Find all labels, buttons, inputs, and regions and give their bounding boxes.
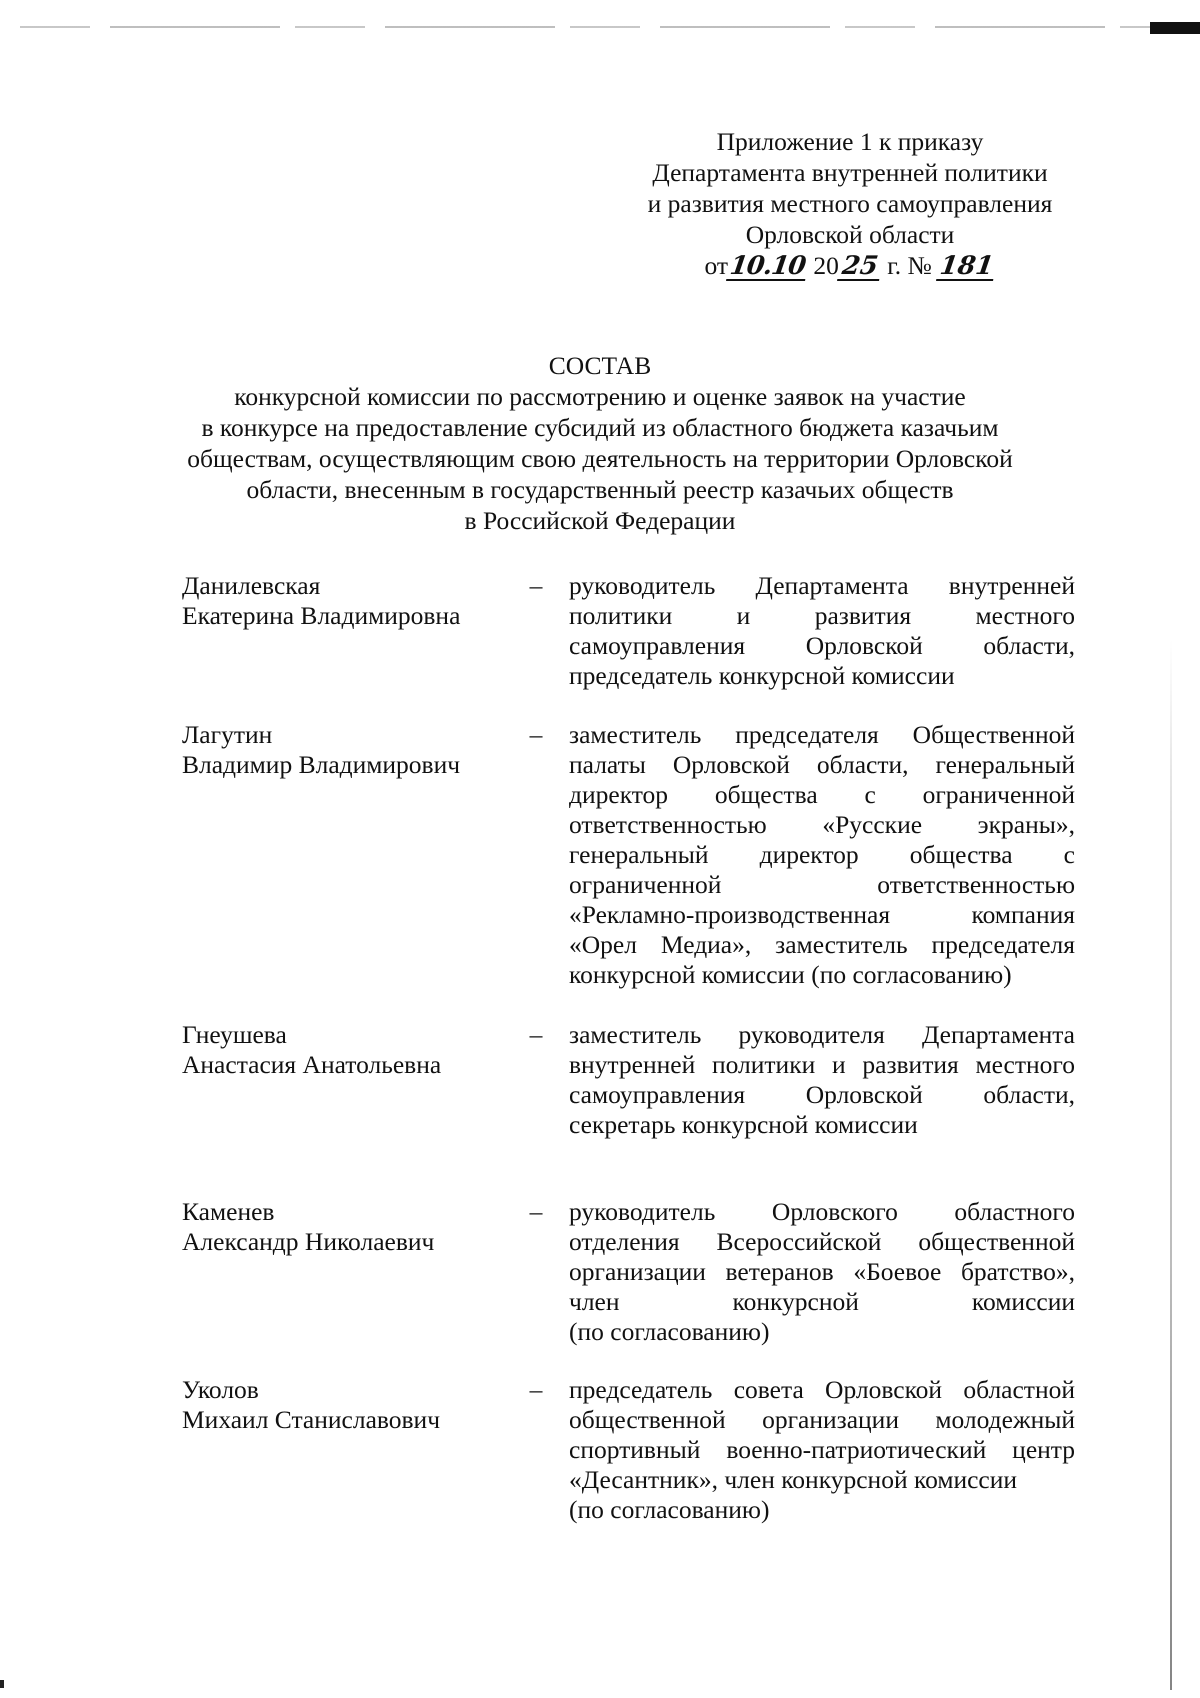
role-line: председатель совета Орловской областной [569, 1375, 1075, 1404]
separator-dash: – [529, 1020, 543, 1049]
title-line: области, внесенным в государственный реестр казачьих обществ [246, 475, 954, 504]
member-role [569, 1375, 1075, 1525]
role-line: председатель конкурсной комиссии [569, 661, 955, 690]
role-line: конкурсной комиссии (по согласованию) [569, 960, 1012, 989]
member-given-names: Екатерина Владимировна [182, 601, 461, 630]
title-line: в конкурсе на предоставление субсидий из областного бюджета казачьим [201, 413, 999, 442]
member-role [569, 1020, 1075, 1140]
member-name [182, 1197, 512, 1257]
date-prefix: от [704, 251, 729, 280]
member-role [569, 1197, 1075, 1347]
role-line: (по согласованию) [569, 1317, 770, 1346]
member-name [182, 720, 512, 780]
appendix-line: и развития местного самоуправления [647, 189, 1053, 218]
member-given-names: Михаил Станиславович [182, 1405, 441, 1434]
role-line: руководитель Орловского областного [569, 1197, 1075, 1226]
member-given-names: Анастасия Анатольевна [182, 1050, 442, 1079]
scan-artifact-top-line [20, 26, 1200, 28]
scan-artifact-corner [1150, 22, 1200, 34]
appendix-header [620, 126, 1080, 281]
role-line: ограниченной ответственностью [569, 870, 1075, 899]
role-line: руководитель Департамента внутренней [569, 571, 1075, 600]
member-surname: Данилевская [182, 571, 321, 600]
role-line: организации ветеранов «Боевое братство», [569, 1257, 1075, 1286]
year-suffix: г. № [887, 251, 932, 280]
member-given-names: Владимир Владимирович [182, 750, 461, 779]
handwritten-date: 10.10 [728, 251, 808, 281]
appendix-line: Департамента внутренней политики [652, 158, 1048, 187]
role-line: самоуправления Орловской области, [569, 1080, 1075, 1109]
role-line: (по согласованию) [569, 1495, 770, 1524]
role-line: ответственностью «Русские экраны», [569, 810, 1075, 839]
role-line: политики и развития местного [569, 601, 1075, 630]
order-date-number-line [620, 250, 1080, 281]
role-line: заместитель руководителя Департамента [569, 1020, 1075, 1049]
handwritten-order-number: 181 [938, 251, 996, 281]
role-line: генеральный директор общества с [569, 840, 1075, 869]
role-line: директор общества с ограниченной [569, 780, 1075, 809]
role-line: заместитель председателя Общественной [569, 720, 1075, 749]
title-line: обществам, осуществляющим свою деятельность на территории Орловской [187, 444, 1013, 473]
member-surname: Лагутин [182, 720, 273, 749]
title-heading: СОСТАВ [548, 351, 652, 380]
role-line: «Рекламно-производственная компания [569, 900, 1075, 929]
separator-dash: – [529, 1197, 543, 1226]
member-surname: Гнеушева [182, 1020, 287, 1049]
document-title [120, 350, 1080, 536]
member-role [569, 571, 1075, 691]
role-line: «Десантник», член конкурсной комиссии [569, 1465, 1018, 1494]
member-name [182, 1020, 512, 1080]
role-line: общественной организации молодежный [569, 1405, 1075, 1434]
role-line: «Орел Медиа», заместитель председателя [569, 930, 1075, 959]
appendix-line: Орловской области [745, 220, 955, 249]
title-line: конкурсной комиссии по рассмотрению и оценке заявок на участие [234, 382, 966, 411]
member-surname: Уколов [182, 1375, 259, 1404]
scan-artifact-right-edge [1170, 640, 1172, 1690]
handwritten-year: 25 [837, 253, 883, 281]
member-surname: Каменев [182, 1197, 275, 1226]
member-name [182, 1375, 512, 1435]
scan-artifact-dot [0, 1680, 4, 1688]
separator-dash: – [529, 720, 543, 749]
role-line: палаты Орловской области, генеральный [569, 750, 1075, 779]
title-line: в Российской Федерации [464, 506, 736, 535]
role-line: самоуправления Орловской области, [569, 631, 1075, 660]
member-given-names: Александр Николаевич [182, 1227, 435, 1256]
role-line: внутренней политики и развития местного [569, 1050, 1075, 1079]
member-role [569, 720, 1075, 990]
separator-dash: – [529, 571, 543, 600]
separator-dash: – [529, 1375, 543, 1404]
role-line: секретарь конкурсной комиссии [569, 1110, 918, 1139]
role-line: отделения Всероссийской общественной [569, 1227, 1075, 1256]
member-name [182, 571, 512, 631]
role-line: спортивный военно-патриотический центр [569, 1435, 1075, 1464]
year-prefix: 20 [813, 251, 839, 280]
appendix-line: Приложение 1 к приказу [716, 127, 984, 156]
role-line: член конкурсной комиссии [569, 1287, 1075, 1316]
